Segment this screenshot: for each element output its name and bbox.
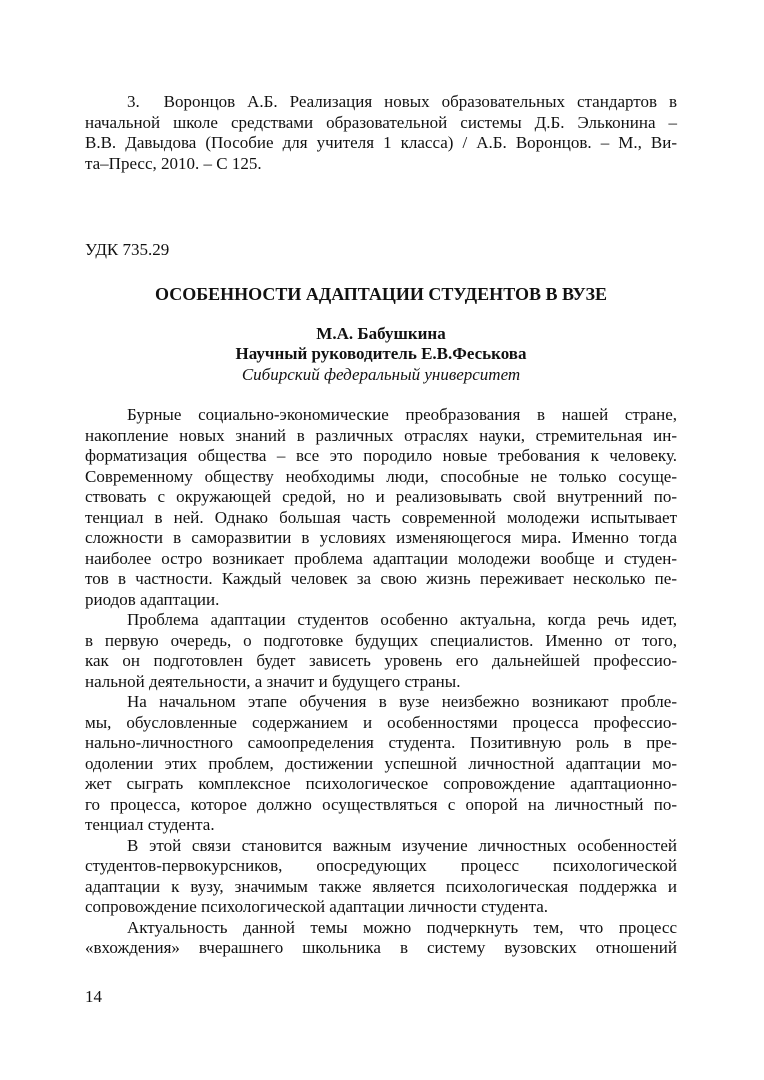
text-line: мы, обусловленные содержанием и особенностями процесса профессио- <box>85 712 677 732</box>
text-line: накопление новых знаний в различных отраслях науки, стремительная ин- <box>85 425 677 445</box>
paragraph <box>85 405 677 610</box>
text-line: риодов адаптации. <box>85 589 220 609</box>
text-line: «вхождения» вчерашнего школьника в систему вузовских отношений <box>85 938 677 957</box>
text-line: начальной школе средствами образовательной системы Д.Б. Эльконина – <box>85 112 677 132</box>
text-line: как он подготовлен будет зависеть уровень его дальнейшей профессио- <box>85 651 677 670</box>
text-line: Актуальность данной темы можно подчеркнуть тем, что процесс <box>127 917 677 937</box>
text-line: го процесса, которое должно осуществляться с опорой на личностный по- <box>85 794 677 814</box>
text-line: 3. Воронцов А.Б. Реализация новых образовательных стандартов в <box>127 92 677 111</box>
article-title: ОСОБЕННОСТИ АДАПТАЦИИ СТУДЕНТОВ В ВУЗЕ <box>155 283 607 304</box>
text-line: та–Пресс, 2010. – С 125. <box>85 153 262 173</box>
paragraph <box>85 610 677 692</box>
text-line: форматизация общества – все это породило новые требования к человеку. <box>85 446 677 465</box>
author-name: М.А. Бабушкина <box>316 323 446 343</box>
text-line: нальной деятельности, а значит и будущего страны. <box>85 671 461 691</box>
article-body <box>85 405 677 959</box>
paragraph <box>85 836 677 918</box>
text-line: наиболее остро возникает проблема адаптации молодежи вообще и студен- <box>85 548 677 568</box>
text-line: тенциал студента. <box>85 815 215 834</box>
text-line: адаптации к вузу, значимым также является психологическая поддержка и <box>85 876 677 896</box>
text-line: тов в частности. Каждый человек за свою жизнь переживает несколько пе- <box>85 569 677 588</box>
supervisor-line: Научный руководитель Е.В.Феськова <box>235 344 527 363</box>
udc-code: УДК 735.29 <box>85 240 170 259</box>
text-line: жет сыграть комплексное психологическое сопровождение адаптационно- <box>85 774 677 793</box>
paragraph <box>85 692 677 836</box>
text-line: На начальном этапе обучения в вузе неизбежно возникают пробле- <box>127 692 677 711</box>
text-line: сложности в саморазвитии в условиях изменяющегося мира. Именно тогда <box>85 528 677 547</box>
reference-entry <box>85 92 677 174</box>
text-line: одолении этих проблем, достижении успешной личностной адаптации мо- <box>85 753 677 773</box>
text-line: В.В. Давыдова (Пособие для учителя 1 класса) / А.Б. Воронцов. – М., Ви- <box>85 133 677 152</box>
text-line: Проблема адаптации студентов особенно актуальна, когда речь идет, <box>127 610 677 629</box>
text-line: нально-личностного самоопределения студента. Позитивную роль в пре- <box>85 733 677 752</box>
text-line: студентов-первокурсников, опосредующих процесс психологической <box>85 856 677 875</box>
paragraph <box>85 918 677 959</box>
text-line: Бурные социально-экономические преобразования в нашей стране, <box>127 405 677 424</box>
text-line: ствовать с окружающей средой, но и реализовывать свой внутренний по- <box>85 487 677 506</box>
text-line: Современному обществу необходимы люди, способные не только сосуще- <box>85 466 677 486</box>
text-line: тенциал в ней. Однако большая часть современной молодежи испытывает <box>85 507 677 527</box>
text-line: в первую очередь, о подготовке будущих специалистов. Именно от того, <box>85 630 677 650</box>
text-line: сопровождение психологической адаптации личности студента. <box>85 897 549 916</box>
page-number: 14 <box>85 986 102 1006</box>
text-line: В этой связи становится важным изучение личностных особенностей <box>127 835 677 855</box>
affiliation-line: Сибирский федеральный университет <box>241 364 521 384</box>
